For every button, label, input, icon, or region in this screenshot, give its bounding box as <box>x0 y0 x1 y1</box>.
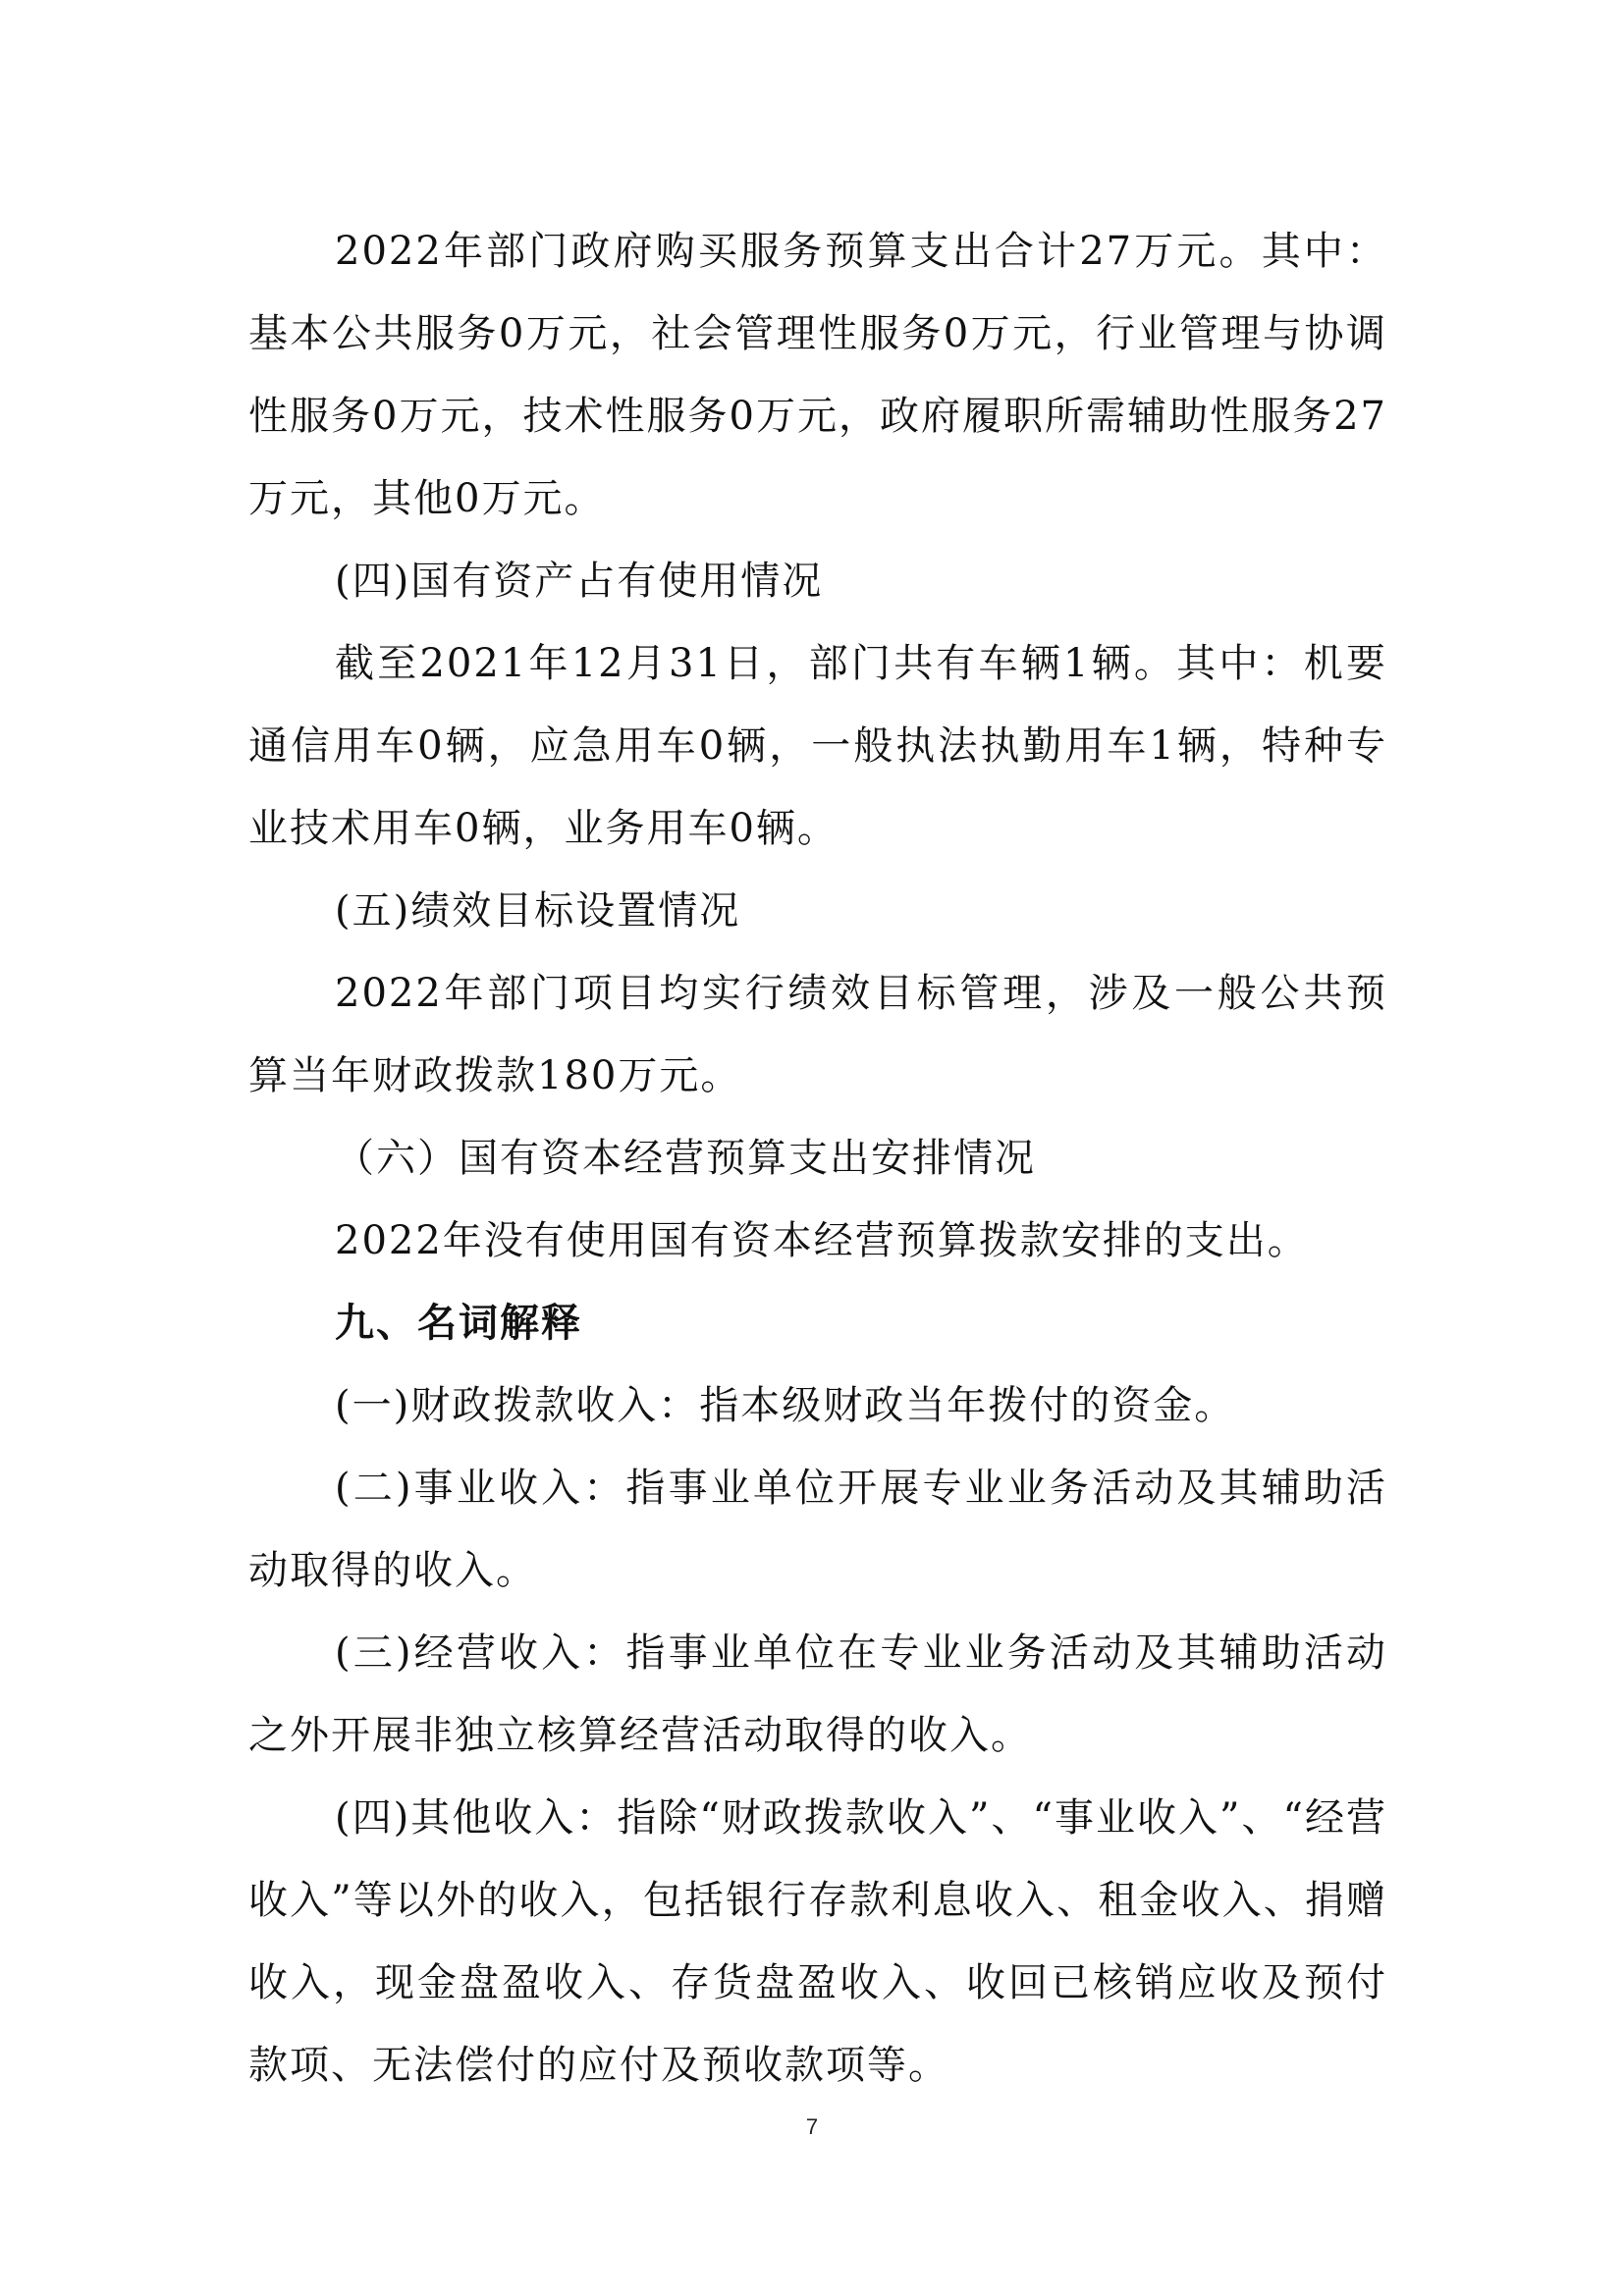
subheading-state-assets: (四)国有资产占有使用情况 <box>335 559 824 604</box>
document-body <box>248 210 1387 2107</box>
paragraph-government-procurement: 2022年部门政府购买服务预算支出合计27万元。其中：基本公共服务0万元，社会管理性服务0万元，行业管理与协调性服务0万元，技术性服务0万元，政府履职所需辅助性服务27万元，其他0万元。 <box>248 229 1387 521</box>
paragraph-operating-income: (三)经营收入：指事业单位在专业业务活动及其辅助活动之外开展非独立核算经营活动取得的收入。 <box>248 1630 1387 1758</box>
paragraph-vehicles: 截至2021年12月31日，部门共有车辆1辆。其中：机要通信用车0辆，应急用车0辆，一般执法执勤用车1辆，特种专业技术用车0辆，业务用车0辆。 <box>248 641 1387 851</box>
paragraph-performance-targets: 2022年部门项目均实行绩效目标管理，涉及一般公共预算当年财政拨款180万元。 <box>248 971 1387 1098</box>
paragraph-state-capital-budget: 2022年没有使用国有资本经营预算拨款安排的支出。 <box>335 1218 1309 1263</box>
paragraph-business-income: (二)事业收入：指事业单位开展专业业务活动及其辅助活动取得的收入。 <box>248 1466 1387 1593</box>
page-number: 7 <box>805 2114 819 2139</box>
subheading-state-capital-budget: （六）国有资本经营预算支出安排情况 <box>335 1136 1036 1181</box>
subheading-performance-targets: (五)绩效目标设置情况 <box>335 888 741 934</box>
paragraph-other-income: (四)其他收入：指除“财政拨款收入”、“事业收入”、“经营收入”等以外的收入，包括银行存款利息收入、租金收入、捐赠收入，现金盘盈收入、存货盘盈收入、收回已核销应收及预付款项、无法偿付的应付及预收款项等。 <box>248 1795 1387 2088</box>
section-heading-glossary: 九、名词解释 <box>335 1301 582 1346</box>
paragraph-fiscal-appropriation-income: (一)财政拨款收入：指本级财政当年拨付的资金。 <box>335 1383 1236 1428</box>
